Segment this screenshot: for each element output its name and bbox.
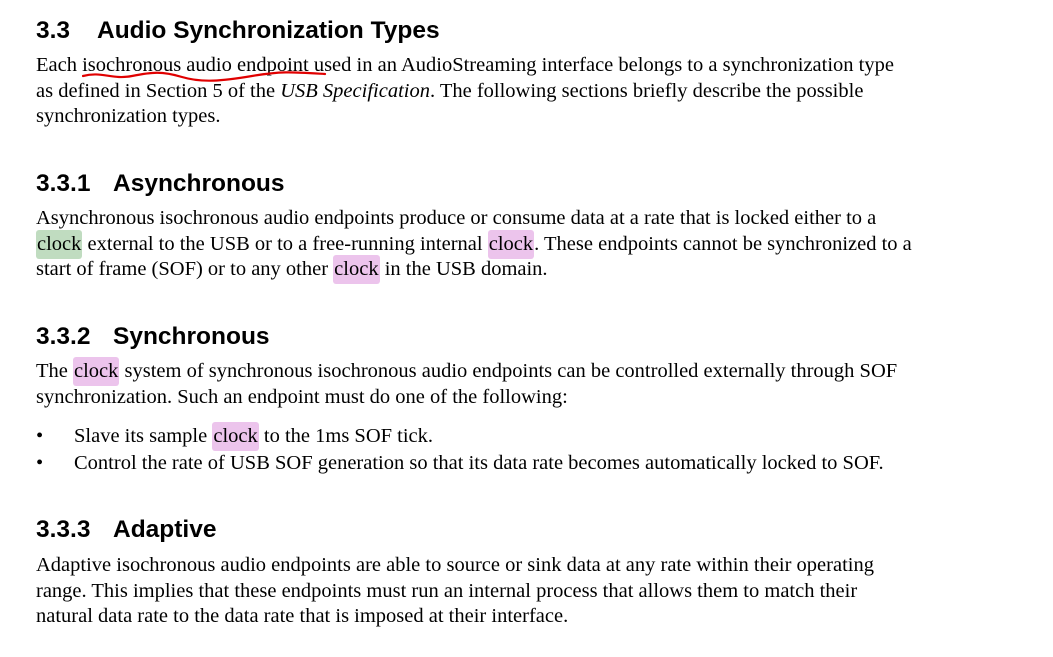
- section-3-3-1-paragraph: [36, 206, 996, 283]
- list-item: [36, 424, 996, 451]
- highlighted-term[interactable]: clock: [333, 255, 379, 284]
- section-heading-3-3-2: [36, 322, 270, 352]
- para-text: start of frame (SOF) or to any other: [36, 258, 334, 281]
- para-text: range. This implies that these endpoints must run an internal process that allows them to match their: [36, 579, 858, 602]
- para-text: to the 1ms SOF tick.: [258, 425, 434, 447]
- highlighted-term[interactable]: clock: [212, 422, 258, 451]
- usb-spec-reference: USB Specification: [280, 79, 430, 102]
- section-3-3-paragraph: [36, 53, 996, 130]
- list-item: [36, 451, 996, 478]
- highlighted-term[interactable]: clock: [36, 230, 82, 259]
- para-text: as defined in Section 5 of the: [36, 79, 281, 102]
- para-text: synchronization. Such an endpoint must do one of the following:: [36, 385, 568, 408]
- para-text: The: [36, 360, 73, 382]
- para-text: Adaptive isochronous audio endpoints are able to source or sink data at any rate within their operating: [36, 554, 874, 576]
- list-item-text: [74, 424, 433, 450]
- para-text: in the USB domain.: [379, 258, 548, 281]
- section-title: Adaptive: [113, 516, 217, 543]
- section-number: 3.3: [36, 17, 71, 44]
- para-text: . These endpoints cannot be synchronized to a: [534, 232, 912, 255]
- para-line: Each isochronous audio endpoint used in an AudioStreaming interface belongs to a synchronization type: [36, 54, 894, 76]
- para-text: external to the USB or to a free-running internal: [82, 232, 488, 255]
- para-text: system of synchronous isochronous audio endpoints can be controlled externally through SOF: [119, 360, 898, 382]
- section-number: 3.3.3: [36, 516, 91, 543]
- section-title: Synchronous: [113, 323, 270, 350]
- section-heading-3-3: [36, 16, 440, 46]
- bullet-list: [36, 424, 996, 478]
- section-3-3-3-paragraph: [36, 553, 996, 630]
- highlighted-term[interactable]: clock: [73, 357, 119, 386]
- section-heading-3-3-3: [36, 515, 216, 545]
- section-title: Asynchronous: [113, 170, 285, 197]
- highlighted-term[interactable]: clock: [488, 230, 534, 259]
- para-text: Asynchronous isochronous audio endpoints produce or consume data at a rate that is locked either to a: [36, 207, 877, 229]
- bullet-icon: •: [36, 425, 44, 447]
- list-item-text: Control the rate of USB SOF generation so that its data rate becomes automatically locked to SOF.: [74, 452, 884, 474]
- section-3-3-2-paragraph: [36, 359, 996, 410]
- para-text: . The following sections briefly describe the possible: [429, 79, 864, 102]
- section-title: Audio Synchronization Types: [97, 17, 440, 44]
- bullet-icon: •: [36, 452, 44, 474]
- section-number: 3.3.2: [36, 323, 91, 350]
- para-text: Slave its sample: [74, 425, 213, 447]
- section-heading-3-3-1: [36, 169, 285, 199]
- para-text: natural data rate to the data rate that is imposed at their interface.: [36, 605, 569, 628]
- para-text: synchronization types.: [36, 105, 221, 128]
- section-number: 3.3.1: [36, 170, 91, 197]
